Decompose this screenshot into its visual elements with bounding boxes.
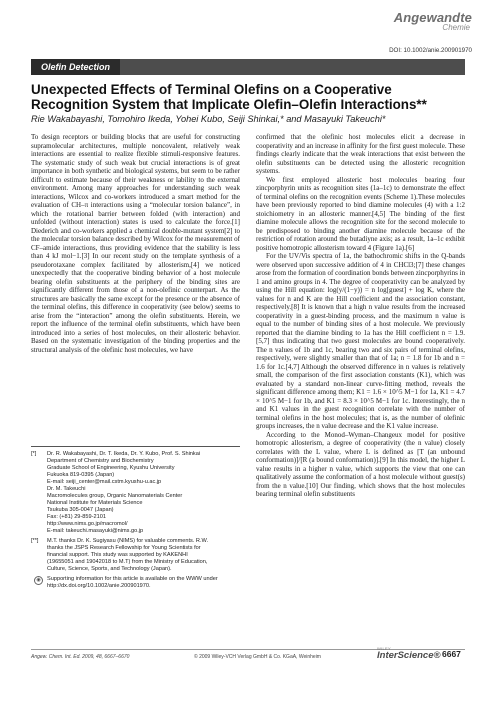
journal-logo [394,10,472,32]
right-column-body [256,133,465,640]
section-banner [31,59,465,75]
publisher-small: WILEY [377,646,391,651]
journal-logo-sub: Chemie [442,23,470,32]
footnote-mark: [*] [31,451,37,457]
body-paragraph: For the UV/Vis spectra of 1a, the bathochromic shifts in the Q-bands were observed upon successive addition of 4 in CHCl3;[7] these changes arose from the formation of coordination bonds between zincporphyrins in 1 and amino groups in 4. The degree of cooperativity can be analyzed by using the Hill equation: log(y/(1−y)) = n log[guest] + log K, where the values for n and K are the Hill coefficient and the association constant, respectively.[8] It is known that a high n value results from the increased cooperativity in a guest-binding process, and the maximum n value is equal to the number of binding sites of a host molecule. We previously reported that the diamine binding to 1a has the Hill coefficient n = 1.9.[5,7] thus indicating that two guest molecules are bound cooperatively. The n values of 1b and 1c, bearing two and six pairs of terminal olefins, respectively, were slightly smaller than that of 1a; n = 1.8 for 1b and n = 1.6 for 1c.[4,7] Although the observed difference in n values is relatively small, the comparison of the first association constants (K1), which was evaluated by a standard non-linear curve-fitting method, reveals the significant difference among them; K1 = 1.6 × 10^5 M−1 for 1a, K1 = 4.7 × 10^5 M−1 for 1b, and K1 = 8.3 × 10^5 M−1 for 1c. Interestingly, the n and K1 values in the guest recognition correlate with the number of terminal olefins in the host molecules; that is, as the number of olefinic groups increases, the n value decrease and the K1 value increase. [256,252,465,430]
body-paragraph: According to the Monod–Wyman–Changeux model for positive homotropic allosterism, a degree of cooperativity (the n value) closely correlates with the L value, where L is defined as [T (an unbound conformation)]/[R (a bound conformation)].[9] In this model, the higher L value results in a higher n value, which supports the view that one can qualitatively assume the conformation of a host molecule without guest(s) from the n value.[10] Our finding, which shows that the host molecules bearing terminal olefin substituents [256,430,465,498]
article-title: Unexpected Effects of Terminal Olefins on a Cooperative Recognition System that Implicate Olefin–Olefin Interactions** [31,82,427,112]
footnotes [31,451,240,590]
email-link[interactable]: E-mail: seiji_center@mail.cstm.kyushu-u.ac.jp [47,479,162,485]
interscience-logo [377,646,441,661]
footnote-divider [31,446,240,447]
citation: Angew. Chem. Int. Ed. 2009, 48, 6667–6670 [31,654,130,660]
email-link[interactable]: E-mail: takeuchi.masayuki@nims.go.jp [47,528,144,534]
footnote-mark: [**] [31,538,39,544]
acknowledgment-note [31,538,240,573]
body-paragraph: To design receptors or building blocks that are useful for constructing supramolecular architectures, multiple noncovalent, relatively weak interactions are essential to realize flexible stimuli-responsive features. The systematic study of such weak but crucial interactions is of great importance in both synthetic and biological systems, but seem to be rather difficult to estimate because of their weakness or lability to the external environment. Among many approaches for understanding such weak interactions, Wilcox and co-workers introduced a smart method for the evaluation of CH–π interactions using a “molecular torsion balance”, in which the rotational barrier between folded (with interaction) and unfolded (without interaction) states is used to calculate the force.[1] Diederich and co-workers applied a chemical double-mutant system[2] to the molecular torsion balance described by Wilcox for the measurement of CF–amide interactions, thus providing evidence that the stability is less than 4 kJ mol−1.[3] In our recent study on the template synthesis of a pseudorotaxane complex facilitated by allosterism,[4] we noticed unexpectedly that the cooperative binding behavior of a host molecule bearing olefin substituents at the periphery of the binding sites are significantly different from those of a non-olefinic counterpart. As the structures are basically the same except for the presence or the absence of the terminal olefins, this difference in cooperativity (see below) seems to arise from the “interaction” among the olefin substituents. Herein, we report the influence of the terminal olefin substituents, which have been introduced into a series of host molecules, on their allosteric behavior. Based on the systematic investigation of the binding properties and the structural analysis of the olefinic host molecules, we have [31,133,240,354]
footnote-line: M.T. thanks Dr. K. Sugiyasu (NIMS) for valuable comments. R.W. [47,538,209,544]
copyright: © 2009 Wiley-VCH Verlag GmbH & Co. KGaA, Weinheim [194,654,321,660]
footnote-line: National Institute for Materials Science [47,500,143,506]
footnote-line: financial support. This study was supported by KAKENHI [47,552,188,558]
footnote-line: Department of Chemistry and Biochemistry [47,458,154,464]
footnote-line: Fukuoka 819-0395 (Japan) [47,472,115,478]
footnote-line: Dr. M. Takeuchi [47,486,86,492]
footnote-line: Macromolecules group, Organic Nanomaterials Center [47,493,183,499]
author-list: Rie Wakabayashi, Tomohiro Ikeda, Yohei Kubo, Seiji Shinkai,* and Masayuki Takeuchi* [31,114,386,124]
body-paragraph: We first employed allosteric host molecules bearing four zincporphyrin units as recognition sites (1a–1c) to demonstrate the effect of terminal olefins on the recognition events (Scheme 1).These molecules have been previously reported to bind diamine molecules (4) with a 1:2 stoichiometry in an allosteric manner.[4,5] The binding of the first diamine molecule allows the recognition site for the second molecule to be predisposed to binding another diamine molecule because of the restriction of rotation around the butadiyne axis; as a result, 1a–1c exhibit positive homotropic allosterism toward 4 (Figure 1a).[6] [256,175,465,252]
footnote-line: Dr. R. Wakabayashi, Dr. T. Ikeda, Dr. Y. Kubo, Prof. S. Shinkai [47,451,201,457]
section-tag: Olefin Detection [31,59,120,75]
footnote-line: Tsukuba 305-0047 (Japan) [47,507,114,513]
homepage-link[interactable]: http://www.nims.go.jp/macromol/ [47,521,128,527]
footnote-line: Graduate School of Engineering, Kyushu University [47,465,175,471]
footnote-line: Supporting information for this article is available on the WWW [47,576,202,582]
left-column-body [31,133,240,445]
footnote-line: (19655051 and 19042018 to M.T) from the Ministry of Education, [47,559,208,565]
page-number: 6667 [442,649,461,659]
publisher-brand: InterScience® [377,650,441,661]
body-paragraph: confirmed that the olefinic host molecules elicit a decrease in cooperativity and an increase in affinity for the first guest molecule. These findings clearly indicate that the weak interactions that exist between the olefin substituents can be detected using the allosteric recognition systems. [256,133,465,175]
footnote-line: Fax: (+81) 29-859-2101 [47,514,106,520]
journal-logo-main: Angewandte [393,10,472,25]
footnote-line: Culture, Science, Sports, and Technology (Japan). [47,566,172,572]
doi-line[interactable]: DOI: 10.1002/anie.200901970 [389,47,472,54]
supporting-info-note [31,576,240,590]
supporting-info-link[interactable]: under http://dx.doi.org/10.1002/anie.200901970. [47,576,218,589]
disc-icon: ◉ [34,576,43,585]
footnote-line: thanks the JSPS Research Fellowship for Young Scientists for [47,545,201,551]
affiliation-note [31,451,240,535]
